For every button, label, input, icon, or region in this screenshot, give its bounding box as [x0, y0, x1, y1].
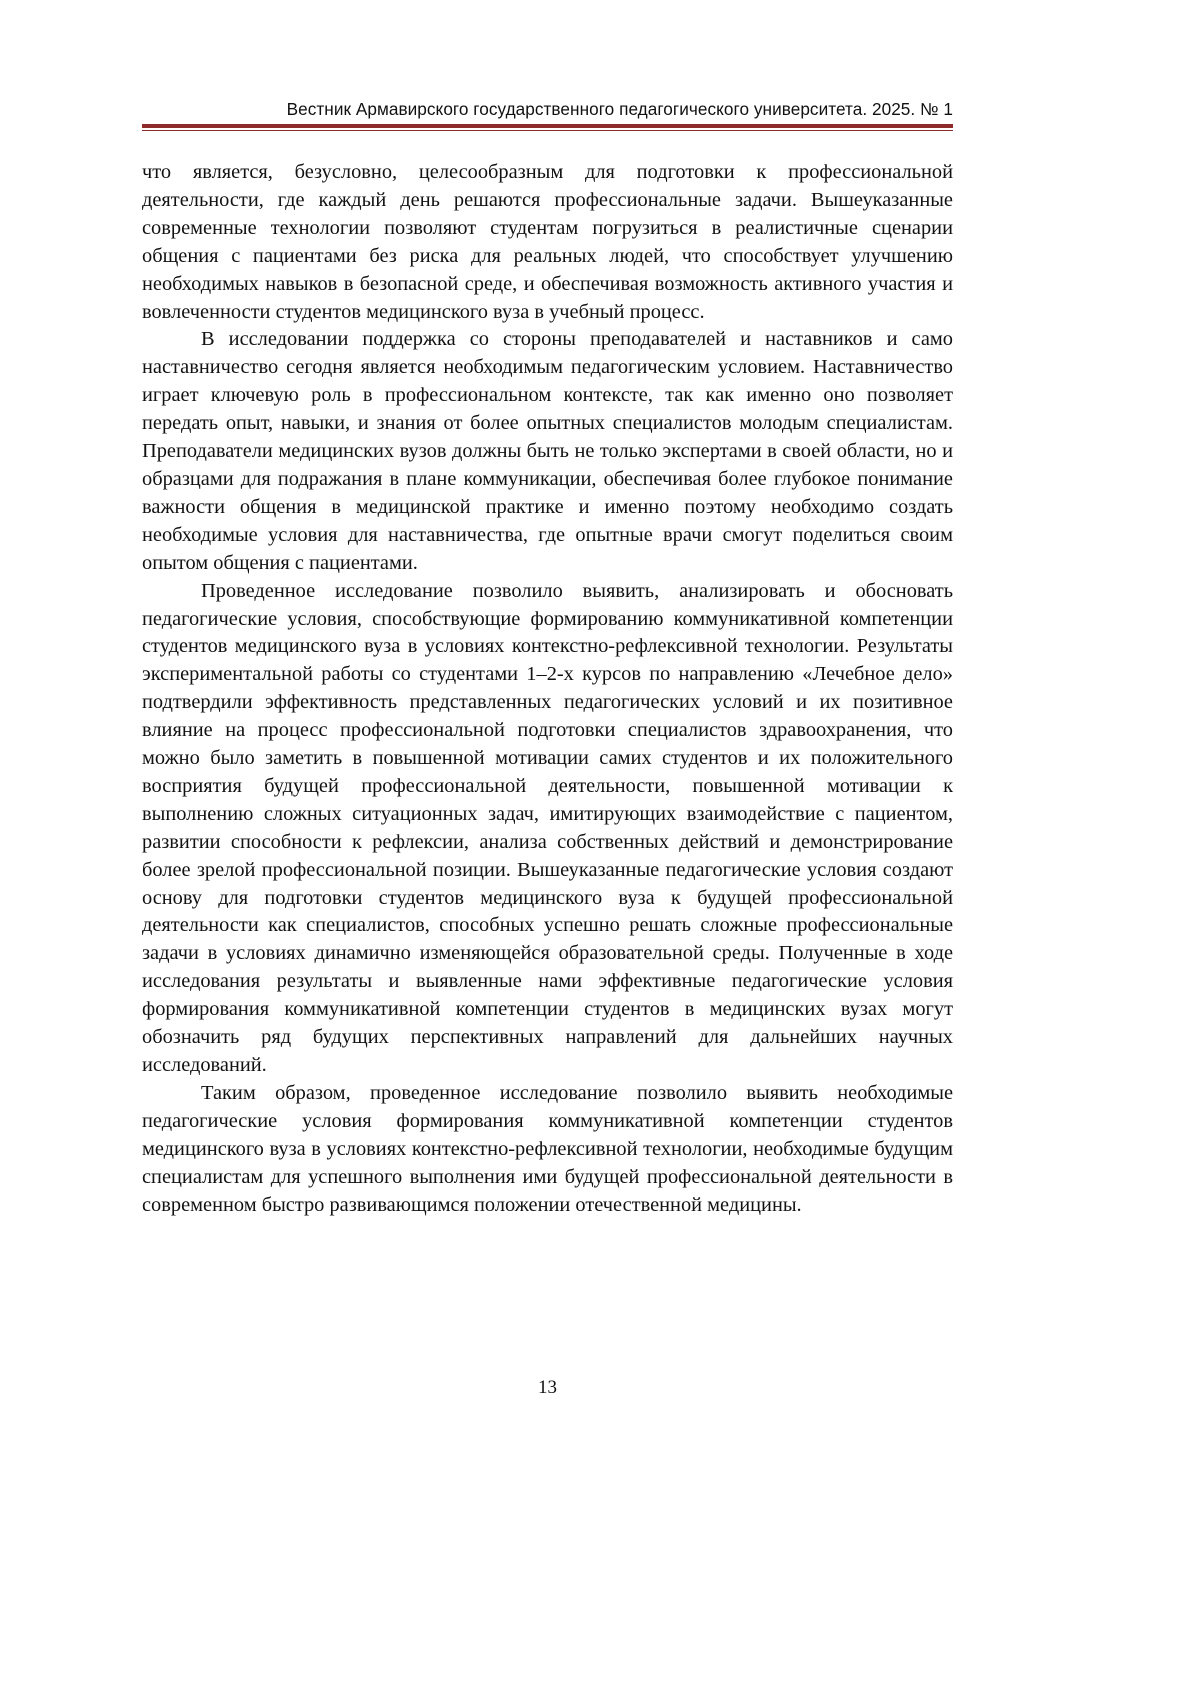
paragraph-mentorship: В исследовании поддержка со стороны преподавателей и наставников и само наставничество сегодня является необходимым педагогическим условием. Наставничество играет ключевую роль в профессиональном контексте, так как именно оно позволяет передать опыт, навыки, и знания от более опытных специалистов молодым специалистам. Преподаватели медицинских вузов должны быть не только экспертами в своей области, но и образцами для подражания в плане коммуникации, обеспечивая более глубокое понимание важности общения в медицинской практике и именно поэтому необходимо создать необходимые условия для наставничества, где опытные врачи смогут поделиться своим опытом общения с пациентами. — [142, 326, 953, 577]
paragraph-results: Проведенное исследование позволило выявить, анализировать и обосновать педагогические условия, способствующие формированию коммуникативной компетенции студентов медицинского вуза в условиях контекстно-рефлексивной технологии. Результаты экспериментальной работы со студентами 1–2-х курсов по направлению «Лечебное дело» подтвердили эффективность представленных педагогических условий и их позитивное влияние на процесс профессиональной подготовки специалистов здравоохранения, что можно было заметить в повышенной мотивации самих студентов и их положительного восприятия будущей профессиональной деятельности, повышенной мотивации к выполнению сложных ситуационных задач, имитирующих взаимодействие с пациентом, развитии способности к рефлексии, анализа собственных действий и демонстрирование более зрелой профессиональной позиции. Вышеуказанные педагогические условия создают основу для подготовки студентов медицинского вуза к будущей профессиональной деятельности как специалистов, способных успешно решать сложные профессиональные задачи в условиях динамично изменяющейся образовательной среды. Полученные в ходе исследования результаты и выявленные нами эффективные педагогические условия формирования коммуникативной компетенции студентов в медицинских вузах могут обозначить ряд будущих перспективных направлений для дальнейших научных исследований. — [142, 578, 953, 1080]
paragraph-continued: что является, безусловно, целесообразным для подготовки к профессиональной деятельности, где каждый день решаются профессиональные задачи. Вышеуказанные современные технологии позволяют студентам погрузиться в реалистичные сценарии общения с пациентами без риска для реальных людей, что способствует улучшению необходимых навыков в безопасной среде, и обеспечивая возможность активного участия и вовлеченности студентов медицинского вуза в учебный процесс. — [142, 159, 953, 326]
header-rule-thin — [142, 130, 953, 131]
page-number: 13 — [142, 1377, 953, 1399]
article-body — [142, 159, 953, 1219]
header-rule-thick — [142, 124, 953, 128]
journal-page — [0, 0, 1200, 1697]
paragraph-conclusion: Таким образом, проведенное исследование позволило выявить необходимые педагогические условия формирования коммуникативной компетенции студентов медицинского вуза в условиях контекстно-рефлексивной технологии, необходимые будущим специалистам для успешного выполнения ими будущей профессиональной деятельности в современном быстро развивающимся положении отечественной медицины. — [142, 1080, 953, 1220]
running-header: Вестник Армавирского государственного педагогического университета. 2025. № 1 — [142, 98, 953, 120]
